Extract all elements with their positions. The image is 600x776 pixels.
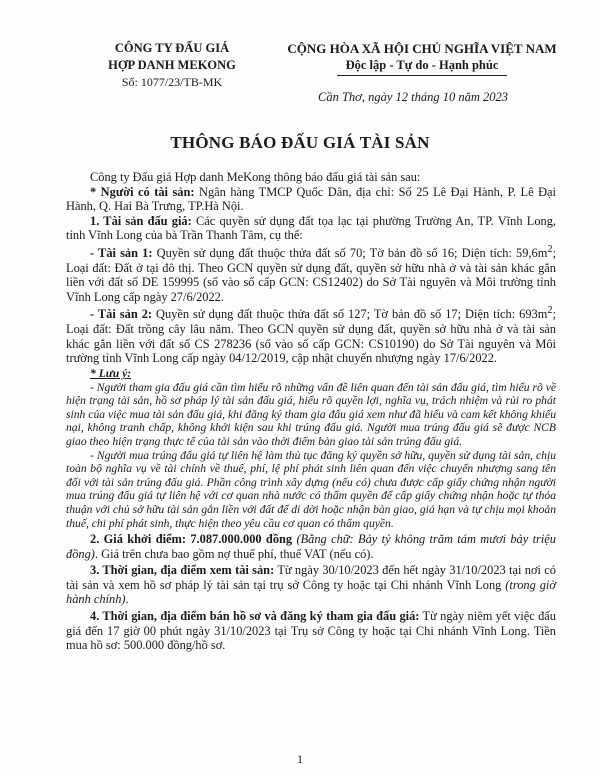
national-header	[272, 40, 572, 76]
section-asset-paragraph	[66, 214, 556, 243]
org-name-line2: HỢP DANH MEKONG	[108, 58, 236, 72]
section1-label: 1. Tài sản đấu giá:	[90, 213, 192, 228]
viewing-end: .	[125, 592, 129, 607]
note-2: - Người mua trúng đấu giá tự liên hệ làm thủ tục đăng ký quyền sở hữu, quyền sử dụng tài sản, chịu toàn bộ nghĩa vụ về tài chính về thuế, phí, lệ phí phát sinh liên quan đến việc chuyển nhượng sang tên đối với tài sản trúng đấu giá. Phần công trình xây dựng (nếu có) chưa được cấp giấy chứng nhận người mua trúng đấu giá tự liên hệ với cơ quan nhà nước có thẩm quyền để cấp giấy chứng nhận hoặc tự thỏa thuận với chủ sở hữu tài sản gắn liền với đất để di dời hoặc nhận bàn giao, giá hạn và tự chịu mọi khoản thuế, chi phí phát sinh, thực hiện theo yêu cầu cơ quan có thẩm quyền.	[66, 448, 556, 530]
owner-paragraph	[66, 185, 556, 214]
registration-label: 4. Thời gian, địa điểm bán hồ sơ và đăng ký tham gia đấu giá:	[90, 609, 420, 624]
starting-price-text: . Giá trên chưa bao gồm nợ thuế phí, thuế VAT (nếu có).	[94, 546, 374, 561]
asset1-text-a: Quyền sử dụng đất thuộc thửa đất số 70; Tờ bản đồ số 16; Diện tích: 59,6m	[152, 246, 548, 261]
asset2-paragraph	[66, 304, 556, 366]
starting-price-paragraph	[66, 532, 556, 561]
nation-name: CỘNG HÒA XÃ HỘI CHỦ NGHĨA VIỆT NAM	[287, 41, 557, 56]
asset2-label: - Tài sản 2:	[90, 307, 153, 322]
page-number: 1	[297, 752, 303, 766]
org-name-line1: CÔNG TY ĐẤU GIÁ	[114, 41, 230, 55]
notes-label: * Lưu ý:	[90, 366, 132, 380]
asset1-text-b: ; Loại đất: Đất ở tại đô thị. Theo GCN quyền sử dụng đất, quyền sở hữu nhà ở và tài sản khác gắn liền với đất số DE 159995 (số vào số cấp GCN: CS12402) do Sở Tài nguyên và Môi trường tỉnh Vĩnh Long cấp ngày 27/6/2022.	[66, 246, 557, 304]
document-title: THÔNG BÁO ĐẤU GIÁ TÀI SẢN	[170, 133, 430, 152]
organization-header	[92, 40, 252, 91]
viewing-text: Từ ngày 30/10/2023 đến hết ngày 31/10/2023 tại nơi có tài sản và xem hồ sơ pháp lý tài sản tại trụ sở Công ty hoặc tại Chi nhánh Vĩnh Long	[66, 563, 556, 592]
intro-paragraph: Công ty Đấu giá Hợp danh MeKong thông báo đấu giá tài sản sau:	[90, 170, 421, 184]
owner-text: Ngân hàng TMCP Quốc Dân, địa chỉ: Số 25 Lê Đại Hành, P. Lê Đại Hành, Q. Hai Bà Trưng, TP.Hà Nội.	[66, 184, 556, 214]
viewing-paragraph	[66, 563, 556, 607]
starting-price-words: (Bằng chữ: Bảy tỷ không trăm tám mươi bảy triệu đồng)	[66, 532, 557, 561]
date-line: Cần Thơ, ngày 12 tháng 10 năm 2023	[318, 90, 509, 104]
viewing-hours: (trong giờ hành chính)	[66, 577, 556, 607]
note-1: - Người tham gia đấu giá cần tìm hiểu rõ những vấn đề liên quan đến tài sản đấu giá, tìm hiểu rõ về hiện trạng tài sản, hồ sơ pháp lý tài sản đấu giá, hiểu rõ quyền lợi, nghĩa vụ, trách nhiệm và rủi ro phát sinh của việc mua tài sản đấu giá, khi đăng ký tham gia đấu giá xem như đã hiểu và cam kết không khiếu nại, không tranh chấp, không khởi kiện sau khi trúng đấu giá. Người mua trúng đấu giá sẽ được NCB giao theo hiện trạng thực tế của tài sản vào thời điểm bàn giao tài sản trúng đấu giá.	[66, 380, 556, 448]
asset2-area-unit-sup: 2	[547, 305, 553, 317]
national-motto: Độc lập - Tự do - Hạnh phúc	[345, 58, 499, 72]
owner-label: * Người có tài sản:	[90, 184, 195, 199]
asset2-text-a: Quyền sử dụng đất thuộc thửa đất số 127; Tờ bản đồ số 17; Diện tích: 693m	[152, 307, 548, 322]
starting-price-label: 2. Giá khởi điểm: 7.087.000.000 đồng	[90, 532, 293, 547]
asset1-area-unit-sup: 2	[547, 243, 553, 255]
viewing-label: 3. Thời gian, địa điểm xem tài sản:	[90, 563, 275, 578]
document-number: Số: 1077/23/TB-MK	[121, 75, 223, 89]
registration-text: Từ ngày niêm yết việc đấu giá đến 17 giờ 00 phút ngày 31/10/2023 tại Trụ sở Công ty hoặc tại Chi nhánh Vĩnh Long. Tiền mua hồ sơ: 500.000 đồng/hồ sơ.	[66, 609, 556, 653]
asset1-label: - Tài sản 1:	[90, 246, 153, 261]
section1-text: Các quyền sử dụng đất tọa lạc tại phường Trường An, TP. Vĩnh Long, tỉnh Vĩnh Long của bà Trần Thanh Tâm, cụ thể:	[66, 213, 556, 243]
notes-heading	[66, 366, 556, 381]
document-body	[66, 170, 556, 653]
registration-paragraph	[66, 609, 556, 653]
asset2-text-b: ; Loại đất: Đất trồng cây lâu năm. Theo GCN quyền sử dụng đất, quyền sở hữu nhà ở và tài sản khác gắn liền với đất số CS 278236 (số vào số cấp GCN: CS10190) do Sở Tài nguyên và Môi trường tỉnh Vĩnh Long cấp ngày 04/12/2019, cập nhật chuyển nhượng ngày 17/6/2022.	[66, 307, 557, 366]
motto-underline	[337, 75, 507, 76]
asset1-paragraph	[66, 243, 556, 305]
